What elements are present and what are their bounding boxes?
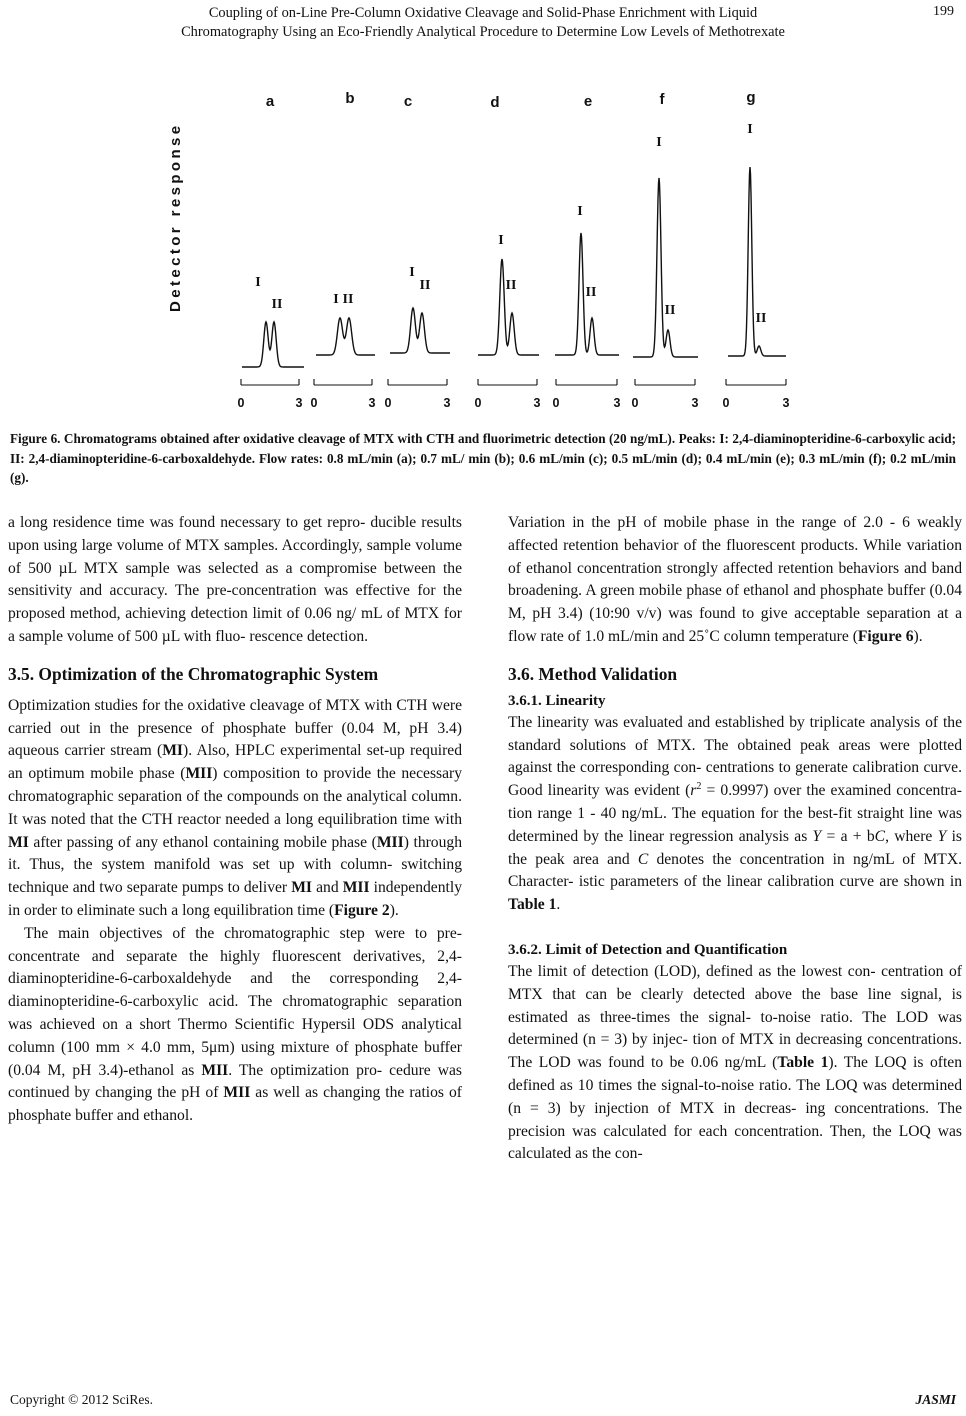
chromatogram-plot	[150, 80, 810, 416]
paragraph: Optimization studies for the oxidative cleavage of MTX with CTH were carried out in the presence of phosphate buffer (0.04 M, pH 3.4) aqueous carrier stream (MI). Also, HPLC experimental set-up required an optimum mobile phase (MII) composition to provide the necessary chromatographic separation of the compounds on the analytical column. It was noted that the CTH reactor needed a long equilibration time with MI after passing of any ethanol containing mobile phase (MII) through it. Thus, the system manifold was set up with column- switching technique and two separate pumps to deliver MI and MII independently in order to eliminate such a long equilibration time (Figure 2).	[8, 696, 462, 919]
paragraph: a long residence time was found necessary to get repro- ducible results upon using large volume of MTX samples. Accordingly, sample volume of 500 µL MTX sample was selected as a compromise between the sensitivity and accuracy. The pre-concentration was effective for the proposed method, achieving detection limit of 0.06 ng/ mL of MTX for a sample volume of 500 µL with fluo- rescence detection.	[8, 514, 462, 645]
panel-letter-d: d	[490, 94, 500, 111]
peak-label-II: II	[271, 297, 283, 312]
tick-label: 0	[384, 396, 392, 410]
panel-letter-c: c	[403, 93, 413, 110]
paragraph: The linearity was evaluated and established by triplicate analysis of the standard solutions of MTX. The obtained peak areas were plotted against the corresponding con- centrations to generate calibration curve. Good linearity was evident $(r^2 = 0.9997)$ over the examined concentra- tion range 1 - 40 ng/mL. The equation for the best-fit straight line was determined by the linear regression analysis as Y = a + bC, where Y is the peak area and C denotes the concentration in ng/mL of MTX. Character- istic parameters of the linear calibration curve are shown in Table 1.	[508, 713, 962, 914]
chromatogram-trace-c	[390, 308, 450, 353]
chromatogram-trace-g	[728, 167, 786, 356]
panel-letter-g: g	[746, 89, 756, 106]
tick-label: 3	[443, 396, 451, 410]
right-column	[508, 512, 962, 1166]
paragraph: Variation in the pH of mobile phase in the range of 2.0 - 6 weakly affected retention behavior of the fluorescent products. While variation of ethanol concentration strongly affected retention behaviors and band broadening. A green mobile phase of ethanol and phosphate buffer (0.04 M, pH 3.4) (10:90 v/v) was found to give acceptable separation at a flow rate of 1.0 mL/min and 25˚C column temperature (Figure 6).	[508, 514, 962, 645]
peak-label-II: II	[419, 278, 431, 293]
tick-label: 3	[782, 396, 790, 410]
panel-letter-f: f	[659, 91, 665, 108]
chromatogram-trace-b	[316, 318, 375, 355]
journal-abbrev: JASMI	[915, 1392, 956, 1407]
tick-label: 3	[613, 396, 621, 410]
peak-label-II: II	[664, 303, 676, 318]
paragraph: The main objectives of the chromatographic step were to pre-concentrate and separate the highly fluorescent derivatives, 2,4-diaminopteridine-6-carboxaldehyde and the corresponding 2,4-diaminopteridine-6-carboxylic acid. The chromatographic separation was achieved on a short Thermo Scientific Hypersil ODS analytical column (100 mm × 4.0 mm, 5μm) using mixture of phosphate buffer (0.04 M, pH 3.4)-ethanol as MII. The optimization pro- cedure was continued by changing the pH of MII as well as changing the ratios of phosphate buffer and ethanol.	[8, 924, 462, 1125]
y-axis-label: Detector response	[167, 122, 184, 312]
copyright-notice: Copyright © 2012 SciRes.	[10, 1392, 154, 1407]
tick-label: 0	[631, 396, 639, 410]
figure-caption: Figure 6. Chromatograms obtained after oxidative cleavage of MTX with CTH and fluorimetric detection (20 ng/mL). Peaks: I: 2,4-diaminopteridine-6-carboxylic acid; II: 2,4-diaminopteridine-6-carboxaldehyde. Flow rates: 0.8 mL/min (a); 0.7 mL/ min (b); 0.6 mL/min (c); 0.5 mL/min (d); 0.4 mL/min (e); 0.3 mL/min (f); 0.2 mL/min (g).	[10, 431, 956, 485]
tick-label: 0	[722, 396, 730, 410]
paragraph: The limit of detection (LOD), defined as the lowest con- centration of MTX that can be clearly detected above the base line signal, is estimated as three-times the signal- to-noise ratio. The LOD was determined (n = 3) by injec- tion of MTX in decreasing concentrations. The LOD was found to be 0.06 ng/mL (Table 1). The LOQ is often defined as 10 times the signal-to-noise ratio. The LOQ was determined (n = 3) by injection of MTX in decreas- ing concentrations. The precision was calculated for each concentration. Then, the LOQ was calculated as the con-	[508, 962, 962, 1163]
tick-label: 0	[237, 396, 245, 410]
peak-label-I: I	[498, 233, 504, 248]
chromatogram-trace-d	[478, 259, 539, 355]
running-title-line1: Coupling of on-Line Pre-Column Oxidative Cleavage and Solid-Phase Enrichment with Liquid	[208, 5, 758, 21]
peak-label-II: II	[342, 292, 354, 307]
subsection-heading-3-6-2: 3.6.2. Limit of Detection and Quantification	[508, 941, 788, 958]
panel-letter-e: e	[583, 93, 593, 110]
peak-label-II: II	[755, 311, 767, 326]
peak-label-I: I	[255, 275, 261, 290]
panel-letter-b: b	[345, 90, 355, 107]
peak-label-I: I	[747, 122, 753, 137]
peak-label-I: I	[656, 135, 662, 150]
peak-label-I: I	[577, 204, 583, 219]
peak-label-II: II	[505, 278, 517, 293]
page-footer	[10, 1392, 956, 1408]
figure-6	[150, 80, 810, 416]
subsection-heading-3-6-1: 3.6.1. Linearity	[508, 692, 606, 709]
section-heading-3-5: 3.5. Optimization of the Chromatographic System	[8, 663, 379, 684]
left-column	[8, 512, 462, 1128]
peak-label-I: I	[333, 292, 339, 307]
peak-label-II: II	[585, 285, 597, 300]
tick-label: 3	[691, 396, 699, 410]
tick-label: 0	[552, 396, 560, 410]
chromatogram-trace-a	[242, 322, 304, 367]
running-title-line2: Chromatography Using an Eco-Friendly Analytical Procedure to Determine Low Levels of Methotrexate	[181, 24, 785, 40]
section-heading-3-6: 3.6. Method Validation	[508, 663, 678, 684]
panel-letter-a: a	[265, 93, 275, 110]
tick-label: 0	[474, 396, 482, 410]
tick-label: 3	[368, 396, 376, 410]
tick-label: 0	[310, 396, 318, 410]
running-header	[0, 4, 966, 42]
page-number: 199	[933, 4, 954, 19]
tick-label: 3	[295, 396, 303, 410]
tick-label: 3	[533, 396, 541, 410]
peak-label-I: I	[409, 265, 415, 280]
chromatogram-trace-f	[633, 178, 698, 357]
